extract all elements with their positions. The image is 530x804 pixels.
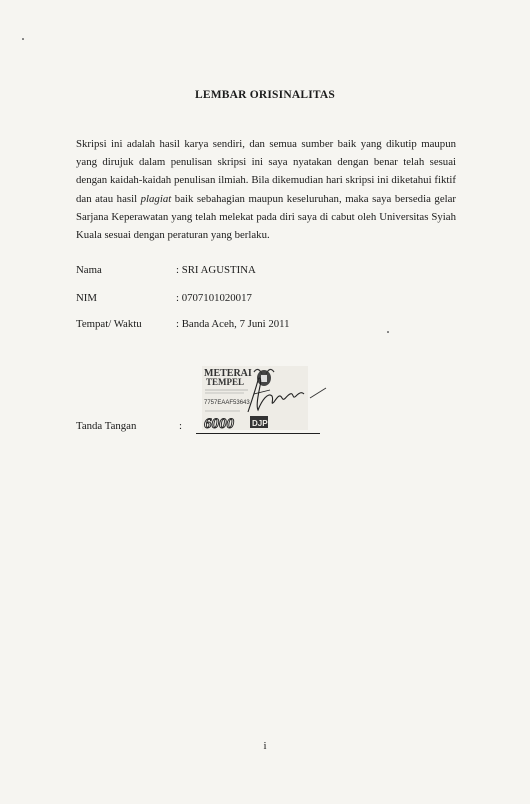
stamp-amount: 6000: [204, 416, 234, 432]
signature-label: Tanda Tangan: [76, 420, 137, 432]
document-title: LEMBAR ORISINALITAS: [194, 89, 336, 101]
stamp-mark: DJP: [252, 419, 268, 428]
stamp-line1: METERAI: [204, 368, 252, 379]
field-label: Nama: [76, 264, 102, 276]
handwritten-signature: [240, 370, 330, 420]
scan-speck: [387, 331, 389, 333]
page-number: i: [263, 740, 267, 752]
stamp-line2: TEMPEL: [206, 377, 245, 387]
scan-speck: [22, 38, 24, 40]
field-value: : 0707101020017: [176, 292, 252, 304]
field-label: NIM: [76, 292, 97, 304]
paragraph-text-1: Skripsi ini adalah hasil karya sendiri, dan semua sumber baik yang dikutip maupun yang dirujuk dalam penulisan skripsi ini saya nyatakan dengan benar telah sesuai dengan kaidah-kaidah penulisan ilmiah. Bila dikemudian hari skripsi ini diketahui fiktif dan atau hasil: [76, 138, 456, 205]
signature-colon: :: [179, 420, 182, 432]
paragraph-text-2: baik sebahagian maupun keseluruhan, maka saya bersedia gelar Sarjana Keperawatan yang telah melekat pada diri saya di cabut oleh Universitas Syiah Kuala sesuai dengan peraturan yang berlaku.: [76, 192, 456, 242]
signature-line: [196, 433, 320, 434]
field-value: : SRI AGUSTINA: [176, 264, 256, 276]
statement-paragraph: [76, 135, 456, 244]
stamp-code: 7757EAAF53643: [204, 400, 250, 406]
field-label: Tempat/ Waktu: [76, 318, 142, 330]
field-value: : Banda Aceh, 7 Juni 2011: [176, 318, 290, 330]
paragraph-italic-word: plagiat: [140, 192, 172, 205]
